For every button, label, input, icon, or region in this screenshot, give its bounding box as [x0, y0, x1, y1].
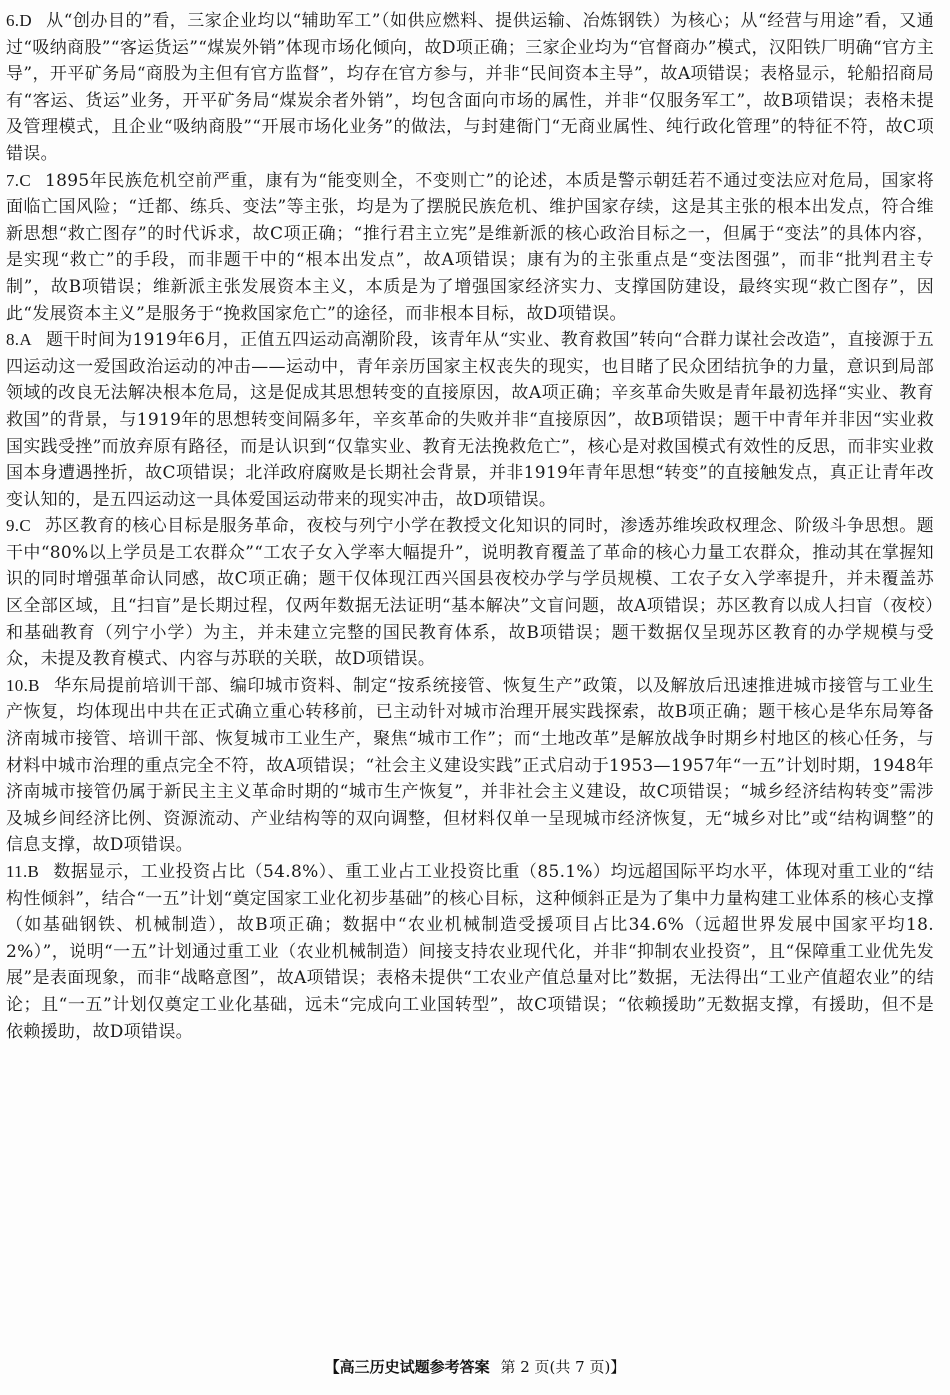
answer-text: 华东局提前培训干部、编印城市资料、制定“按系统接管、恢复生产”政策，以及解放后迅速推进城市接管与工业生产恢复，均体现出中共在正式确立重心转移前，已主动针对城市治理开展实践探索，故B项正确；题干核心是华东局筹备济南城市接管、培训干部、恢复城市工业生产，聚焦“城市工作”；而“土地改革”是解放战争时期乡村地区的核心任务，与材料中城市治理的重点完全不符，故A项错误；“社会主义建设实践”正式启动于1953—1957年“一五”计划时期，1948年济南城市接管仍属于新民主主义革命时期的“城市生产恢复”，并非社会主义建设，故C项错误；“城乡经济结构转变”需涉及城乡间经济比例、资源流动、产业结构等的双向调整，但材料仅单一呈现城市经济恢复，无“城乡对比”或“结构调整”的信息支撑，故D项错误。 [6, 675, 934, 856]
answer-text: 苏区教育的核心目标是服务革命，夜校与列宁小学在教授文化知识的同时，渗透苏维埃政权理念、阶级斗争思想。题干中“80%以上学员是工农群众”“工农子女入学率大幅提升”，说明教育覆盖了革命的核心力量工农群众，推动其在掌握知识的同时增强革命认同感，故C项正确；题干仅体现江西兴国县夜校办学与学员规模、工农子女入学率提升，并未覆盖苏区全部区域，且“扫盲”是长期过程，仅两年数据无法证明“基本解决”文盲问题，故A项错误；苏区教育以成人扫盲（夜校）和基础教育（列宁小学）为主，并未建立完整的国民教育体系，故B项错误；题干数据仅呈现苏区教育的办学规模与受众，未提及教育模式、内容与苏联的关联，故D项错误。 [6, 516, 934, 670]
answer-text: 1895年民族危机空前严重，康有为“能变则全，不变则亡”的论述，本质是警示朝廷若不通过变法应对危局，国家将面临亡国风险；“迁都、练兵、变法”等主张，均是为了摆脱民族危机、维护国家存续，这是其主张的根本出发点，符合维新思想“救亡图存”的时代诉求，故C项正确；“推行君主立宪”是维新派的核心政治目标之一，但属于“变法”的具体内容，是实现“救亡”的手段，而非题干中的“根本出发点”，故A项错误；康有为的主张重点是“变法图强”，而非“批判君主专制”，故B项错误；维新派主张发展资本主义，本质是为了增强国家经济实力、支撑国防建设，最终实现“救亡图存”，因此“发展资本主义”是服务于“挽救国家危亡”的途径，而非根本目标，故D项错误。 [6, 170, 934, 324]
footer-title: 【高三历史试题参考答案 [324, 1358, 490, 1376]
answer-label: 10.B [6, 675, 40, 695]
page-footer [0, 1356, 950, 1378]
answer-text: 数据显示，工业投资占比（54.8%）、重工业占工业投资比重（85.1%）均远超国际平均水平，体现对重工业的“结构性倾斜”，结合“一五”计划“奠定国家工业化初步基础”的核心目标，这种倾斜正是为了集中力量构建工业体系的核心支撑（如基础钢铁、机械制造），故B项正确；数据中“农业机械制造受援项目占比34.6%（远超世界发展中国家平均18.2%）”，说明“一五”计划通过重工业（农业机械制造）间接支持农业现代化，并非“抑制农业投资”，且“保障重工业优先发展”是表面现象，而非“战略意图”，故A项错误；表格未提供“工农业产值总量对比”数据，无法得出“工业产值超农业”的结论；且“一五”计划仅奠定工业化基础，远未“完成向工业国转型”，故C项错误；“依赖援助”无数据支撑，有援助，但不是依赖援助，故D项错误。 [6, 862, 934, 1042]
answer-label: 6.D [6, 11, 32, 30]
answer-label: 11.B [6, 862, 40, 881]
answer-item-8 [6, 327, 934, 513]
answer-item-9 [6, 513, 934, 673]
answer-item-10 [6, 673, 934, 859]
answer-list [6, 8, 934, 1045]
answer-text: 题干时间为1919年6月，正值五四运动高潮阶段，该青年从“实业、教育救国”转向“合群力谋社会改造”，直接源于五四运动这一爱国政治运动的冲击——运动中，青年亲历国家主权丧失的现实，也目睹了民众团结抗争的力量，意识到局部领域的改良无法解决根本危局，这是促成其思想转变的直接原因，故A项正确；辛亥革命失败是青年最初选择“实业、教育救国”的背景，与1919年的思想转变间隔多年，辛亥革命的失败并非“直接原因”，故B项错误；题干中青年并非因“实业救国实践受挫”而放弃原有路径，而是认识到“仅靠实业、教育无法挽救危亡”，核心是对救国模式有效性的反思，而非实业救国本身遭遇挫折，故C项错误；北洋政府腐败是长期社会背景，并非1919年青年思想“转变”的直接触发点，真正让青年改变认知的，是五四运动这一具体爱国运动带来的现实冲击，故D项错误。 [6, 330, 934, 510]
answer-item-6 [6, 8, 934, 168]
answer-text: 从“创办目的”看，三家企业均以“辅助军工”（如供应燃料、提供运输、冶炼钢铁）为核心；从“经营与用途”看，又通过“吸纳商股”“客运货运”“煤炭外销”体现市场化倾向，故D项正确；三家企业均为“官督商办”模式，汉阳铁厂明确“官方主导”，开平矿务局“商股为主但有官方监督”，均存在官方参与，并非“民间资本主导”，故A项错误；表格显示，轮船招商局有“客运、货运”业务，开平矿务局“煤炭余者外销”，均包含面向市场的属性，并非“仅服务军工”，故B项错误；表格未提及管理模式，且企业“吸纳商股”“开展市场化业务”的做法，与封建衙门“无商业属性、纯行政化管理”的特征不符，故C项错误。 [6, 11, 934, 164]
answer-item-7 [6, 168, 934, 328]
answer-item-11 [6, 859, 934, 1045]
footer-page-number: 第 2 页(共 7 页)】 [500, 1358, 626, 1376]
answer-label: 8.A [6, 330, 32, 350]
answer-label: 7.C [6, 170, 31, 190]
answer-label: 9.C [6, 516, 31, 536]
